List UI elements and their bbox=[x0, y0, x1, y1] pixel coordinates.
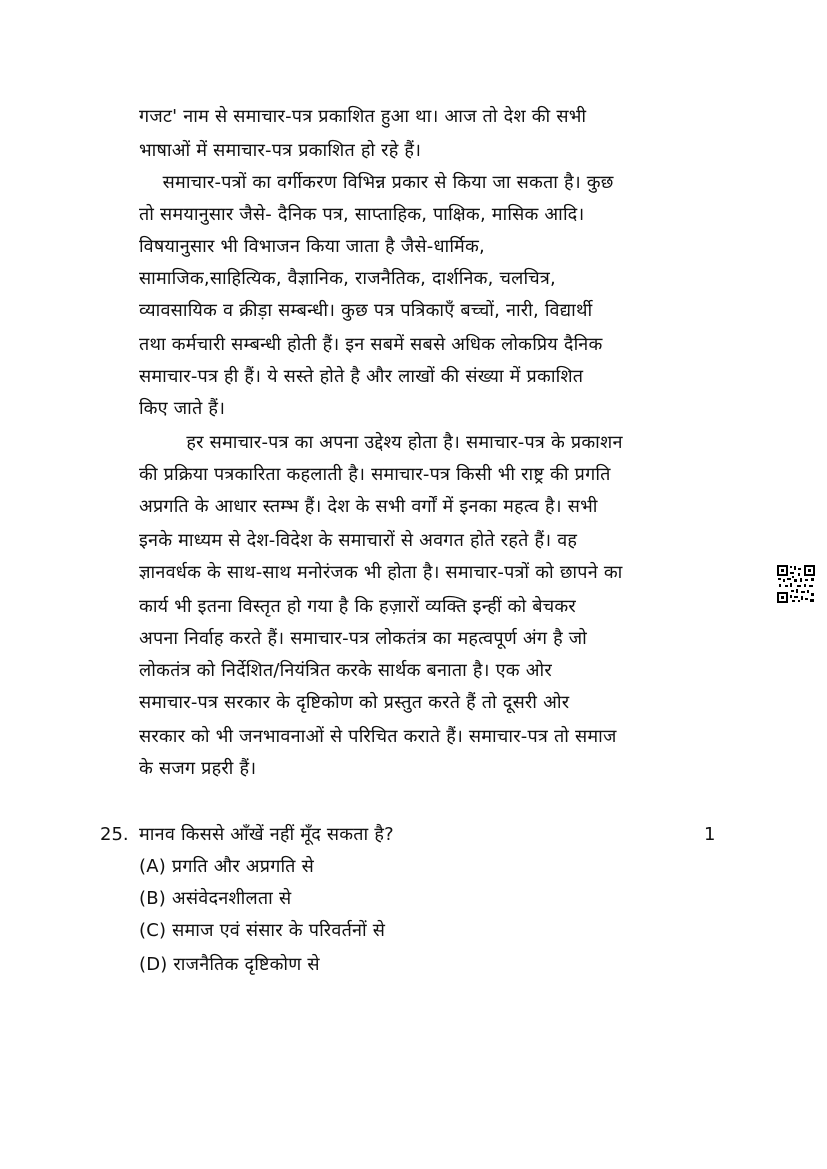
passage-line: समाचार-पत्र ही हैं। ये सस्ते होते है और लाखों की संख्या में प्रकाशित bbox=[139, 366, 584, 387]
option-d: (D) राजनैतिक दृष्टिकोण से bbox=[139, 954, 320, 975]
passage-line: अप्रगति के आधार स्तम्भ हैं। देश के सभी वर्गों में इनका महत्व है। सभी bbox=[139, 496, 598, 517]
passage-line: सरकार को भी जनभावनाओं से परिचित कराते हैं। समाचार-पत्र तो समाज bbox=[139, 726, 617, 747]
passage-line: तो समयानुसार जैसे- दैनिक पत्र, साप्ताहिक, पाक्षिक, मासिक आदि। bbox=[139, 204, 585, 225]
passage-line: के सजग प्रहरी हैं। bbox=[139, 758, 257, 779]
passage-line: अपना निर्वाह करते हैं। समाचार-पत्र लोकतंत्र का महत्वपूर्ण अंग है जो bbox=[139, 628, 588, 649]
passage-line: हर समाचार-पत्र का अपना उद्देश्य होता है। समाचार-पत्र के प्रकाशन bbox=[139, 432, 623, 453]
passage-line: भाषाओं में समाचार-पत्र प्रकाशित हो रहे हैं। bbox=[139, 140, 422, 161]
passage-line: तथा कर्मचारी सम्बन्धी होती हैं। इन सबमें सबसे अधिक लोकप्रिय दैनिक bbox=[139, 334, 603, 355]
passage-line: की प्रक्रिया पत्रकारिता कहलाती है। समाचार-पत्र किसी भी राष्ट्र की प्रगति bbox=[139, 464, 611, 485]
qr-code-icon bbox=[776, 564, 816, 604]
passage-line: ज्ञानवर्धक के साथ-साथ मनोरंजक भी होता है। समाचार-पत्रों को छापने का bbox=[139, 562, 623, 583]
option-a: (A) प्रगति और अप्रगति से bbox=[139, 856, 314, 877]
option-c: (C) समाज एवं संसार के परिवर्तनों से bbox=[139, 920, 386, 941]
passage-line: व्यावसायिक व क्रीड़ा सम्बन्धी। कुछ पत्र पत्रिकाएँ बच्चों, नारी, विद्यार्थी bbox=[139, 300, 593, 321]
passage-line: सामाजिक,साहित्यिक, वैज्ञानिक, राजनैतिक, दार्शनिक, चलचित्र, bbox=[139, 268, 556, 289]
passage-line: समाचार-पत्र सरकार के दृष्टिकोण को प्रस्तुत करते हैं तो दूसरी ओर bbox=[139, 692, 570, 713]
question-number: 25. bbox=[100, 824, 129, 845]
passage-line: गजट' नाम से समाचार-पत्र प्रकाशित हुआ था। आज तो देश की सभी bbox=[139, 106, 587, 127]
option-b: (B) असंवेदनशीलता से bbox=[139, 888, 292, 909]
passage-line: विषयानुसार भी विभाजन किया जाता है जैसे-धार्मिक, bbox=[139, 236, 485, 257]
passage-line: इनके माध्यम से देश-विदेश के समाचारों से अवगत होते रहते हैं। वह bbox=[139, 530, 578, 551]
passage-line: किए जाते हैं। bbox=[139, 398, 226, 419]
passage-line: समाचार-पत्रों का वर्गीकरण विभिन्न प्रकार से किया जा सकता है। कुछ bbox=[139, 172, 614, 193]
passage-line: लोकतंत्र को निर्देशित/नियंत्रित करके सार्थक बनाता है। एक ओर bbox=[139, 660, 552, 681]
question-text: मानव किससे आँखें नहीं मूँद सकता है? bbox=[139, 824, 394, 845]
question-marks: 1 bbox=[704, 824, 716, 845]
passage-line: कार्य भी इतना विस्तृत हो गया है कि हज़ारों व्यक्ति इन्हीं को बेचकर bbox=[139, 596, 576, 617]
